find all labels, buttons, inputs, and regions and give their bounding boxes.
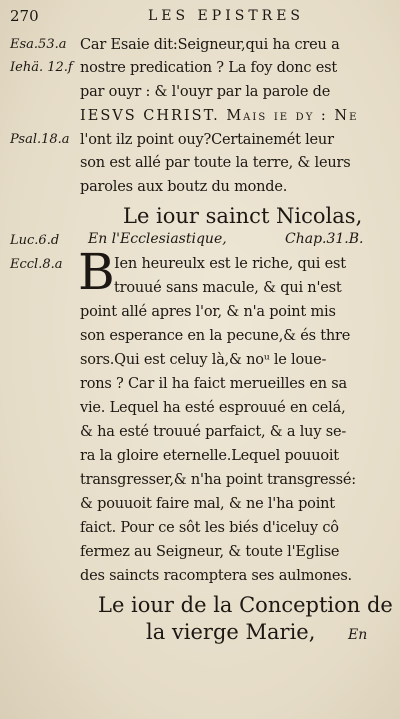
margin-reference: Luc.6.d: [10, 233, 60, 248]
text-line: rons ? Car il ha faict merueilles en sa: [80, 376, 347, 392]
text-line: l'ont ilz point ouy?Certainemét leur: [80, 132, 334, 148]
text-line: Car Esaie dit:Seigneur,qui ha creu a: [80, 37, 340, 53]
text-line: faict. Pour ce sôt les biés d'iceluy cô: [80, 520, 339, 536]
section-heading: Le iour sainct Nicolas,: [123, 204, 363, 228]
text-line: vie. Lequel ha esté esprouué en celá,: [80, 400, 346, 416]
text-line: point allé apres l'or, & n'a point mis: [80, 304, 336, 320]
catchword: En: [348, 627, 368, 643]
text-line: paroles aux boutz du monde.: [80, 179, 288, 195]
text-line: ra la gloire eternelle.Lequel pouuoit: [80, 448, 339, 464]
drop-capital: B: [78, 243, 115, 301]
section-heading: Le iour de la Conception de: [98, 593, 393, 617]
text-line: & pouuoit faire mal, & ne l'ha point: [80, 496, 335, 512]
text-line: trouué sans macule, & qui n'est: [114, 280, 342, 296]
margin-reference: Psal.18.a: [10, 132, 70, 147]
text-line: sors.Qui est celuy là,& noᵘ le loue-: [80, 352, 327, 368]
margin-reference: Iehä. 12.f: [10, 60, 73, 75]
text-line: des saincts racomptera ses aulmones.: [80, 568, 352, 584]
margin-reference: Eccl.8.a: [10, 257, 63, 272]
text-line: son esperance en la pecune,& és thre: [80, 328, 351, 344]
margin-reference: Esa.53.a: [10, 37, 67, 52]
text-line: par ouyr : & l'ouyr par la parole de: [80, 84, 331, 100]
text-line: IESVS CHRIST. Mais ie dy : Ne: [80, 108, 359, 124]
text-line: nostre predication ? La foy donc est: [80, 60, 337, 76]
page-number: 270: [10, 7, 39, 25]
running-header: LES EPISTRES: [148, 8, 305, 24]
chapter-reference: Chap.31.B.: [285, 231, 364, 247]
text-line: fermez au Seigneur, & toute l'Eglise: [80, 544, 340, 560]
source-reference: En l'Ecclesiastique,: [88, 231, 227, 247]
text-line: son est allé par toute la terre, & leurs: [80, 155, 351, 171]
text-line: transgresser,& n'ha point transgressé:: [80, 472, 356, 488]
text-line: Ien heureulx est le riche, qui est: [114, 256, 346, 272]
section-heading: la vierge Marie,: [146, 620, 316, 644]
text-line: & ha esté trouué parfaict, & a luy se-: [80, 424, 347, 440]
